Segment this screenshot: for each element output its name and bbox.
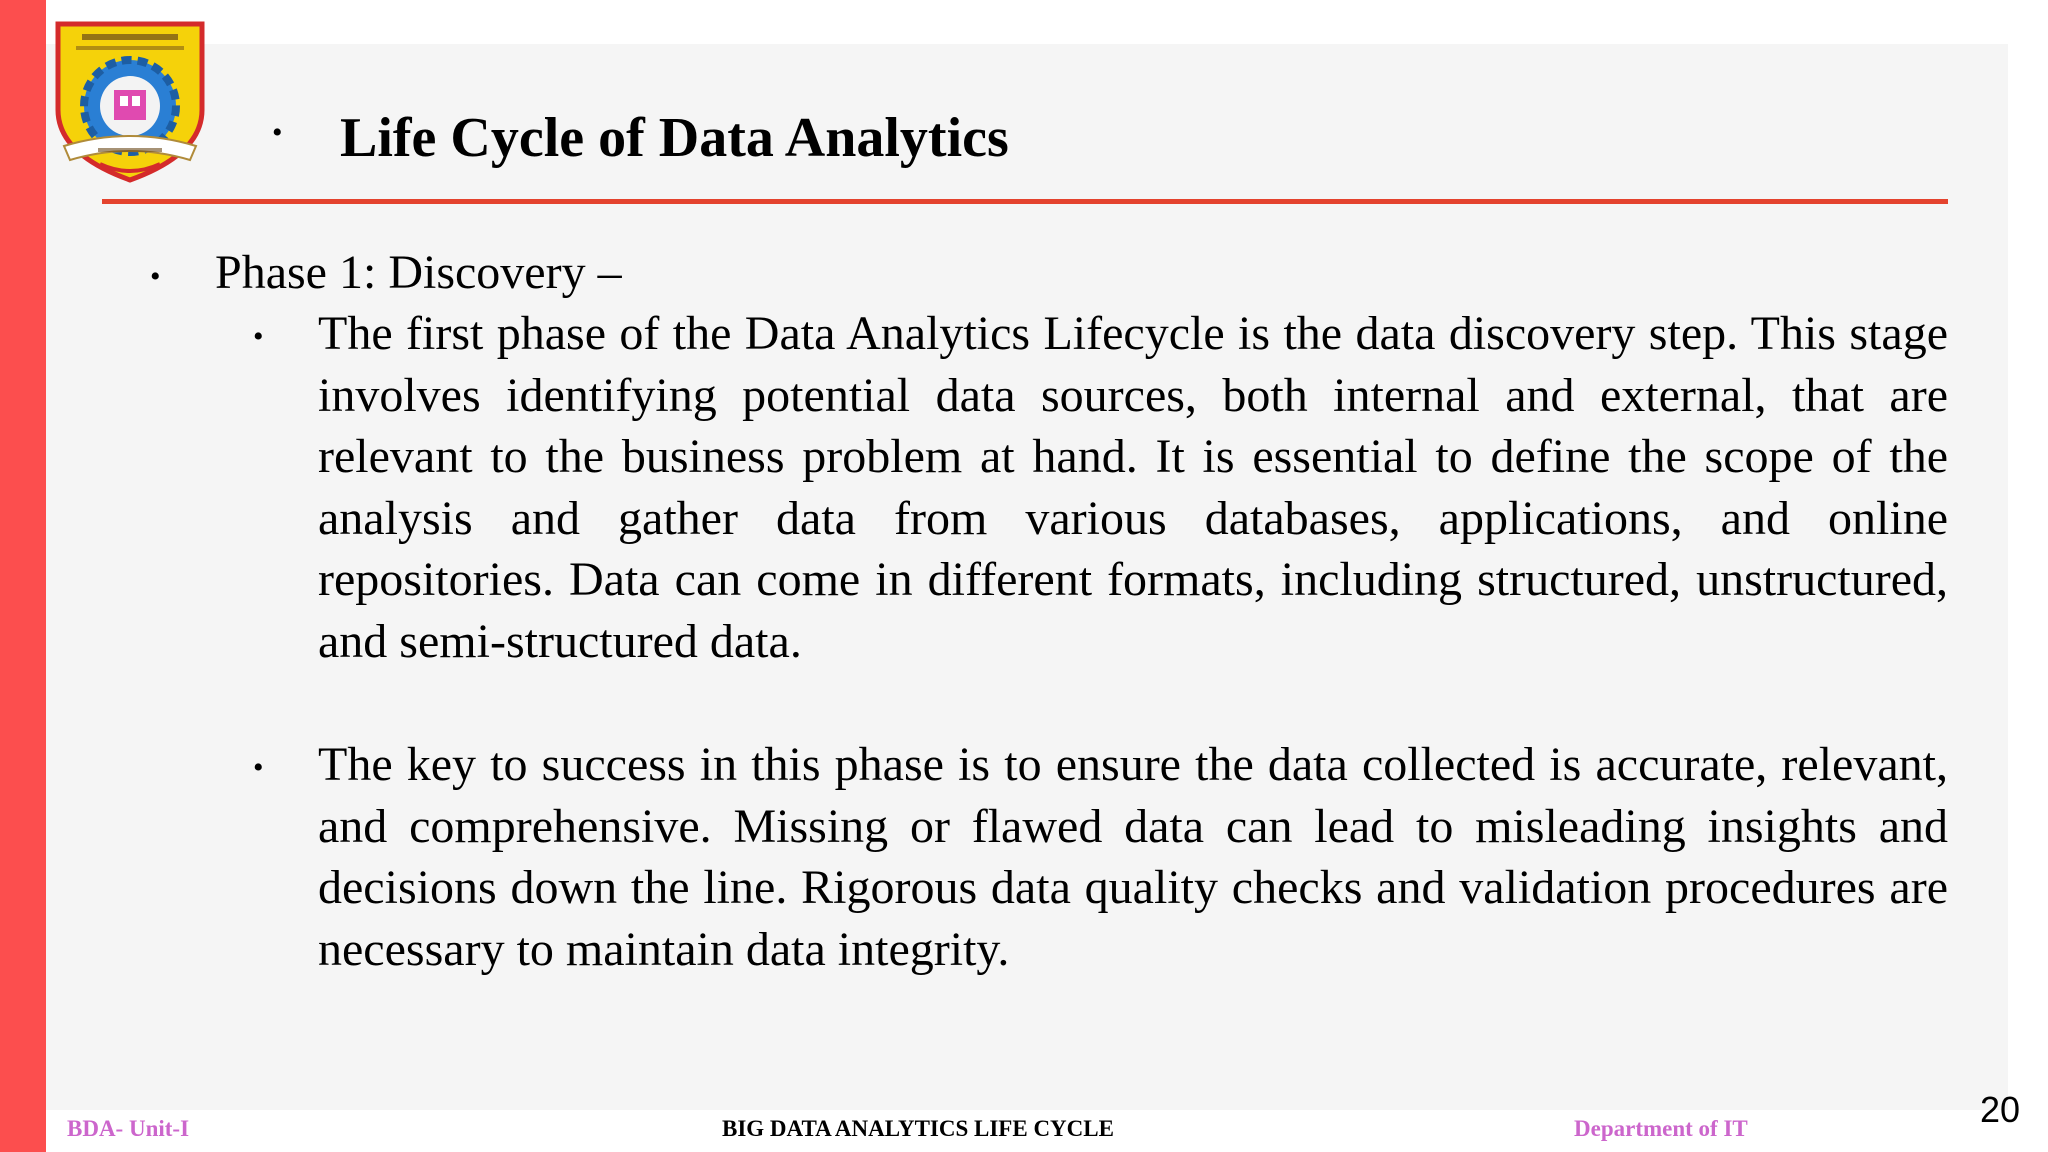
title-bullet: • xyxy=(272,116,283,149)
phase-bullet: • xyxy=(150,260,161,293)
footer-unit-label: BDA- Unit-I xyxy=(67,1116,190,1141)
discovery-paragraph-1: The first phase of the Data Analytics Lifecycle is the data discovery step. This stage involves identifying potential data sources, both internal and external, that are relevant to the business problem at hand. It is essential to define the scope of the analysis and gather data from various databases, applications, and online repositories. Data can come in different formats, including structured, unstructured, and semi-structured data. xyxy=(318,307,1948,668)
slide-title: Life Cycle of Data Analytics xyxy=(340,107,1009,169)
title-divider xyxy=(102,199,1948,204)
institution-crest-icon xyxy=(52,14,208,184)
left-accent-bar xyxy=(0,0,46,1152)
footer-department-label: Department of IT xyxy=(1574,1116,1748,1141)
point-bullet: • xyxy=(253,320,264,353)
page-number: 20 xyxy=(1980,1089,2021,1130)
point-bullet: • xyxy=(253,751,264,784)
phase-heading: Phase 1: Discovery – xyxy=(215,246,622,299)
footer-topic-label: BIG DATA ANALYTICS LIFE CYCLE xyxy=(722,1116,1114,1141)
discovery-paragraph-2: The key to success in this phase is to ensure the data collected is accurate, relevant, and comprehensive. Missing or flawed data can lead to misleading insights and decisions down the line. Rigorous data quality checks and validation procedures are necessary to maintain data integrity. xyxy=(318,738,1948,976)
